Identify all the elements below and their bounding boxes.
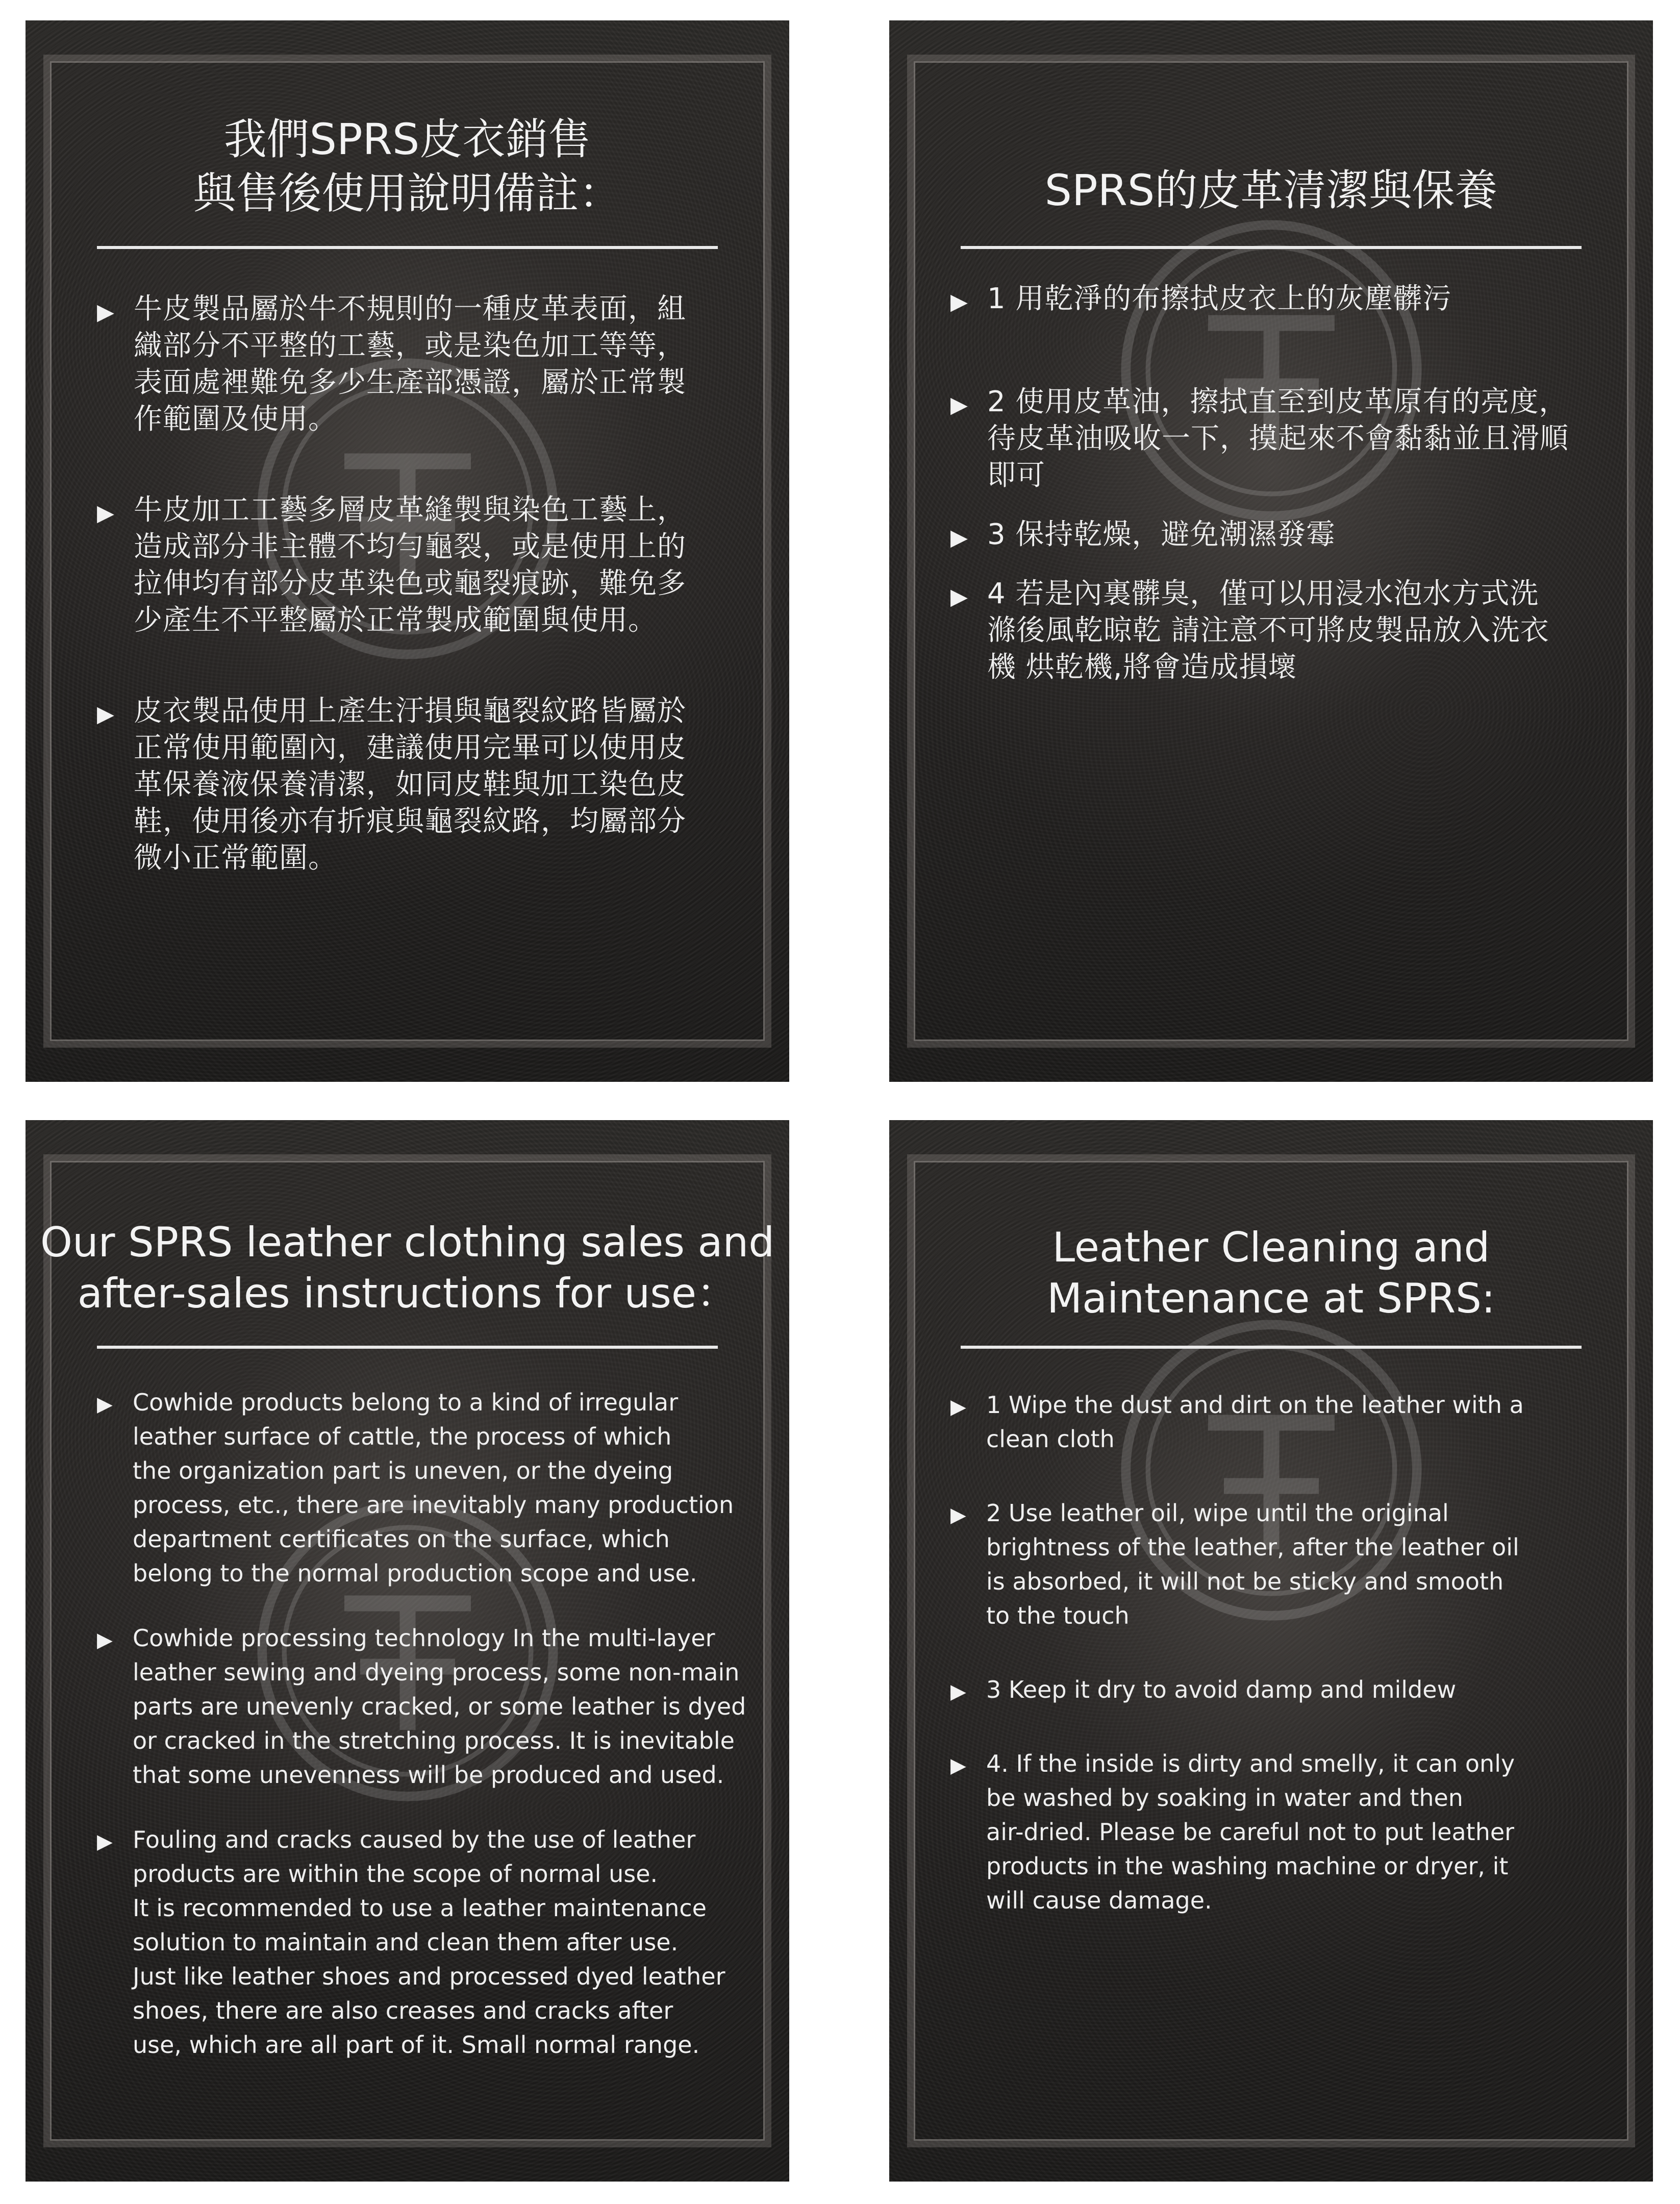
triangle-bullet-icon: ▶ [97,1628,113,1652]
notes-list [97,291,743,877]
title-divider [961,246,1582,249]
card-title: Our SPRS leather clothing sales and after-sales instructions for use： [40,1219,775,1317]
list-item-text: 2 使用皮革油，擦拭直至到皮革原有的亮度， 待皮革油吸收一下，摸起來不會黏黏並且滑順 即可 [987,385,1569,492]
card-title: Leather Cleaning and Maintenance at SPRS: [1047,1224,1495,1322]
triangle-bullet-icon: ▶ [97,1393,113,1416]
list-item [97,693,743,877]
card-en-sales-notes [26,1120,789,2182]
notes-list [97,1385,769,2062]
triangle-bullet-icon: ▶ [97,1830,113,1853]
list-item-text: Cowhide products belong to a kind of irregular leather surface of cattle, the process of which the organization part is uneven, or the dyeing process, etc., there are inevitably many production department certificates on the surface, which belong to the normal production scope and use. [133,1389,734,1587]
list-item [97,492,743,639]
card-zh-sales-notes [26,20,789,1082]
list-item [950,384,1617,494]
title-divider [97,246,718,249]
triangle-bullet-icon: ▶ [97,500,115,526]
list-item-text: 皮衣製品使用上產生汙損與龜裂紋路皆屬於 正常使用範圍內，建議使用完畢可以使用皮 革保養液保養清潔，如同皮鞋與加工染色皮 鞋，使用後亦有折痕與龜裂紋路，均屬部分 微小正常範圍。 [134,695,686,875]
triangle-bullet-icon: ▶ [950,289,968,315]
card-zh-care [889,20,1653,1082]
list-item [950,516,1617,553]
list-item [950,1673,1622,1707]
list-item-text: 牛皮製品屬於牛不規則的一種皮革表面，組 織部分不平整的工藝，或是染色加工等等， 表面處裡難免多少生產部憑證，屬於正常製 作範圍及使用。 [134,292,686,436]
list-item-text: Cowhide processing technology In the multi-layer leather sewing and dyeing process, some non-main parts are unevenly cracked, or some leather is dyed or cracked in the stretching process. It is inevitable that some unevenness will be produced and used. [133,1624,746,1789]
list-item [950,1747,1622,1918]
list-item-text: 1 Wipe the dust and dirt on the leather with a clean cloth [986,1391,1524,1453]
triangle-bullet-icon: ▶ [950,1680,966,1703]
list-item [97,291,743,438]
list-item-text: 2 Use leather oil, wipe until the original brightness of the leather, after the leather oil is absorbed, it will not be sticky and smooth to the touch [986,1499,1519,1629]
list-item [97,1385,769,1591]
list-item-text: 3 保持乾燥，避免潮濕發霉 [987,518,1336,551]
triangle-bullet-icon: ▶ [97,299,115,325]
list-item-text: 1 用乾淨的布擦拭皮衣上的灰塵髒污 [987,282,1452,315]
list-item-text: 3 Keep it dry to avoid damp and mildew [986,1676,1457,1703]
list-item [97,1823,769,2062]
care-list [950,1388,1622,1918]
triangle-bullet-icon: ▶ [950,525,968,551]
triangle-bullet-icon: ▶ [97,701,115,727]
triangle-bullet-icon: ▶ [950,392,968,418]
list-item [950,1388,1622,1456]
care-list [950,281,1617,686]
triangle-bullet-icon: ▶ [950,1754,966,1777]
list-item [950,1496,1622,1633]
triangle-bullet-icon: ▶ [950,584,968,610]
list-item [97,1621,769,1792]
card-en-care [889,1120,1653,2182]
list-item-text: 4. If the inside is dirty and smelly, it can only be washed by soaking in water and then air-dried. Please be careful not to put leather products in the washing machine or dryer, it will cause damage. [986,1750,1515,1914]
card-title: SPRS的皮革清潔與保養 [1044,165,1498,215]
triangle-bullet-icon: ▶ [950,1395,966,1419]
list-item [950,281,1617,317]
title-divider [97,1346,718,1349]
title-divider [961,1346,1582,1349]
list-item-text: Fouling and cracks caused by the use of leather products are within the scope of normal use. It is recommended to use a leather maintenance solution to maintain and clean them after use. Just like leather shoes and processed dyed leather shoes, there are also creases and cracks after use, which are all part of it. Small normal range. [133,1826,725,2059]
list-item [950,576,1617,686]
card-title: 我們SPRS皮衣銷售 與售後使用說明備註： [193,114,622,218]
list-item-text: 4 若是內裏髒臭，僅可以用浸水泡水方式洗 滌後風乾晾乾 請注意不可將皮製品放入洗衣 機 烘乾機,將會造成損壞 [987,577,1549,684]
list-item-text: 牛皮加工工藝多層皮革縫製與染色工藝上， 造成部分非主體不均勻龜裂，或是使用上的 拉伸均有部分皮革染色或龜裂痕跡，難免多 少產生不平整屬於正常製成範圍與使用。 [134,493,686,637]
triangle-bullet-icon: ▶ [950,1503,966,1527]
